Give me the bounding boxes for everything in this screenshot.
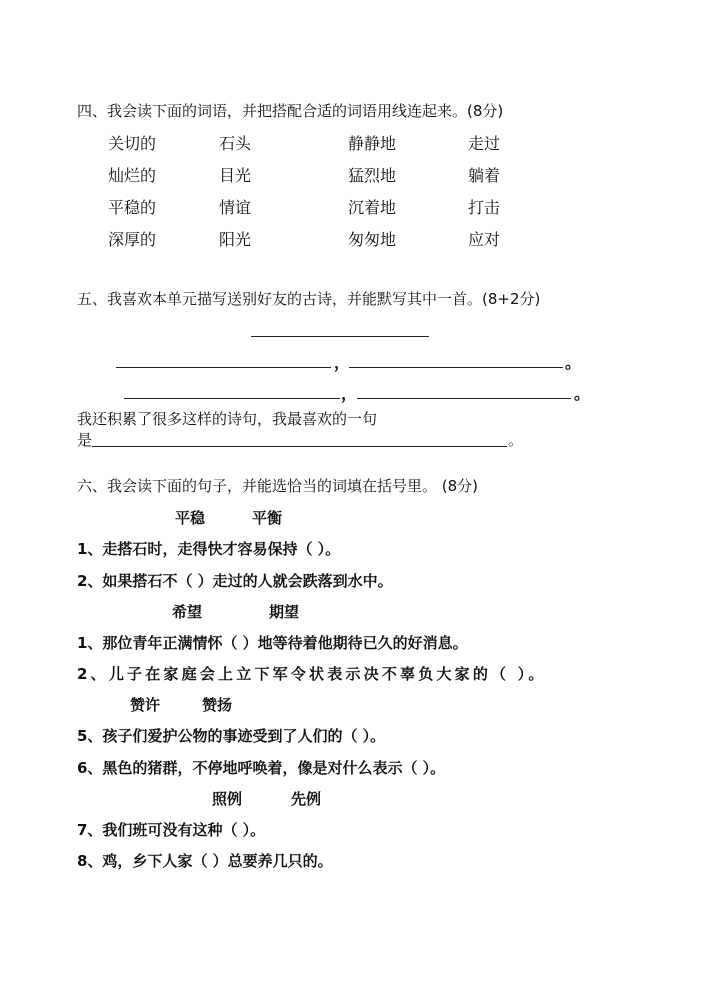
poem-line2-b[interactable] <box>357 398 571 399</box>
word-col2-1: 石头 <box>219 134 252 153</box>
sentence-fill: 7、我们班可没有这种（ ）。 <box>77 821 266 839</box>
option-word: 照例 <box>212 790 243 808</box>
word-col2-2: 目光 <box>219 166 252 185</box>
section5-heading: 五、我喜欢本单元描写送别好友的古诗，并能默写其中一首。(8+2分) <box>77 290 541 308</box>
option-word: 平衡 <box>252 509 283 527</box>
option-word: 期望 <box>269 603 300 621</box>
word-col1-4: 深厚的 <box>108 230 157 249</box>
word-col3-2: 猛烈地 <box>348 166 397 185</box>
option-word: 平稳 <box>175 509 206 527</box>
word-col4-4: 应对 <box>468 230 501 249</box>
option-word: 希望 <box>172 603 203 621</box>
word-col2-4: 阳光 <box>219 230 252 249</box>
poem-title-line[interactable] <box>251 336 429 337</box>
word-col3-3: 沉着地 <box>348 198 397 217</box>
sentence-fill: 8、鸡，乡下人家（ ）总要养几只的。 <box>77 852 333 870</box>
section4-heading: 四、我会读下面的词语，并把搭配合适的词语用线连起来。(8分) <box>77 102 504 120</box>
sentence-fill: 6、黑色的猪群，不停地呼唤着，像是对什么表示（ ）。 <box>77 759 446 777</box>
word-col2-3: 情谊 <box>219 198 252 217</box>
poem-period-2: 。 <box>574 384 591 403</box>
poem-line1-a[interactable] <box>116 367 331 368</box>
favorite-line-prefix: 是 <box>77 431 93 449</box>
favorite-line-blank[interactable] <box>92 446 507 447</box>
option-word: 先例 <box>291 790 322 808</box>
sentence-fill: 1、那位青年正满情怀（ ）地等待着他期待已久的好消息。 <box>77 634 468 652</box>
poem-comma-2: ， <box>341 384 358 403</box>
word-col1-2: 灿烂的 <box>108 166 157 185</box>
word-col4-2: 躺着 <box>468 166 501 185</box>
sentence-fill: 2、如果搭石不（ ）走过的人就会跌落到水中。 <box>77 572 393 590</box>
word-col3-4: 匆匆地 <box>348 230 397 249</box>
sentence-fill: 5、孩子们爱护公物的事迹受到了人们的（ ）。 <box>77 727 386 745</box>
option-word: 赞扬 <box>202 696 233 714</box>
poem-line2-a[interactable] <box>124 398 340 399</box>
word-col1-3: 平稳的 <box>108 198 157 217</box>
word-col4-3: 打击 <box>468 198 501 217</box>
poem-line1-b[interactable] <box>349 367 563 368</box>
word-col4-1: 走过 <box>468 134 501 153</box>
sentence-fill: 2、儿子在家庭会上立下军令状表示决不辜负大家的（ ）。 <box>77 665 547 683</box>
poem-comma-1: ， <box>334 353 351 372</box>
word-col1-1: 关切的 <box>108 134 157 153</box>
section6-heading: 六、我会读下面的句子，并能选恰当的词填在括号里。 (8分) <box>77 477 479 495</box>
favorite-line-prompt: 我还积累了很多这样的诗句，我最喜欢的一句 <box>77 410 378 428</box>
poem-period-1: 。 <box>565 353 582 372</box>
favorite-line-end: 。 <box>508 431 524 449</box>
option-word: 赞许 <box>130 696 161 714</box>
sentence-fill: 1、走搭石时，走得快才容易保持（ ）。 <box>77 540 341 558</box>
word-col3-1: 静静地 <box>348 134 397 153</box>
